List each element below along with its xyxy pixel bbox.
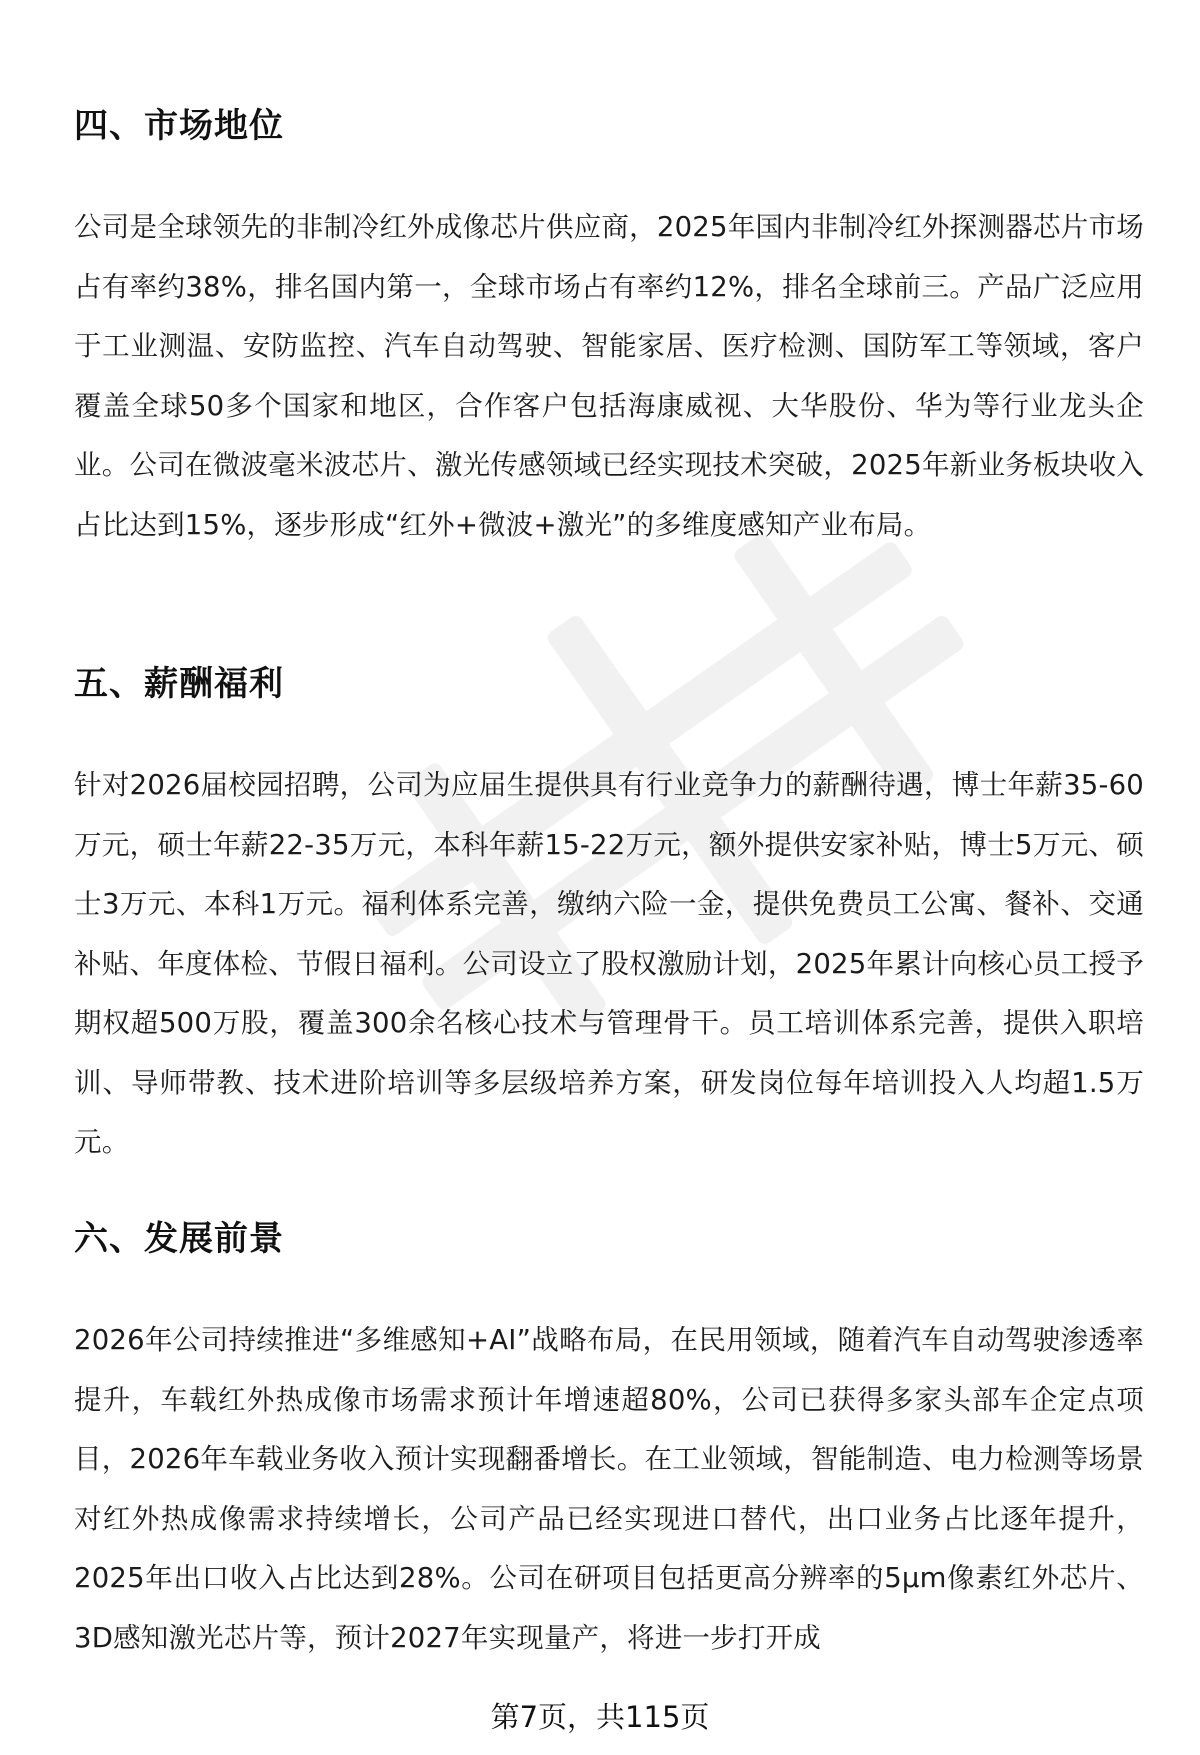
section-body: 公司是全球领先的非制冷红外成像芯片供应商，2025年国内非制冷红外探测器芯片市场占有率约38%，排名国内第一，全球市场占有率约12%，排名全球前三。产品广泛应用于工业测温、安防监控、汽车自动驾驶、智能家居、医疗检测、国防军工等领域，客户覆盖全球50多个国家和地区，合作客户包括海康威视、大华股份、华为等行业龙头企业。公司在微波毫米波芯片、激光传感领域已经实现技术突破，2025年新业务板块收入占比达到15%，逐步形成“红外+微波+激光”的多维度感知产业布局。 — [74, 211, 1144, 541]
section-market-position — [74, 103, 1144, 555]
section-compensation — [74, 661, 1144, 1173]
section-heading: 六、发展前景 — [74, 1219, 284, 1259]
section-body: 针对2026届校园招聘，公司为应届生提供具有行业竞争力的薪酬待遇，博士年薪35-60万元，硕士年薪22-35万元，本科年薪15-22万元，额外提供安家补贴，博士5万元、硕士3万元、本科1万元。福利体系完善，缴纳六险一金，提供免费员工公寓、餐补、交通补贴、年度体检、节假日福利。公司设立了股权激励计划，2025年累计向核心员工授予期权超500万股，覆盖300余名核心技术与管理骨干。员工培训体系完善，提供入职培训、导师带教、技术进阶培训等多层级培养方案，研发岗位每年培训投入人均超1.5万元。 — [74, 769, 1144, 1158]
section-body: 2026年公司持续推进“多维感知+AI”战略布局，在民用领域，随着汽车自动驾驶渗透率提升，车载红外热成像市场需求预计年增速超80%，公司已获得多家头部车企定点项目，2026年车载业务收入预计实现翻番增长。在工业领域，智能制造、电力检测等场景对红外热成像需求持续增长，公司产品已经实现进口替代，出口业务占比逐年提升，2025年出口收入占比达到28%。公司在研项目包括更高分辨率的5μm像素红外芯片、3D感知激光芯片等，预计2027年实现量产，将进一步打开成 — [74, 1324, 1144, 1654]
section-heading: 五、薪酬福利 — [74, 664, 284, 704]
page-number: 第7页，共115页 — [490, 1700, 710, 1734]
section-heading: 四、市场地位 — [74, 106, 284, 146]
section-outlook — [74, 1216, 1144, 1668]
